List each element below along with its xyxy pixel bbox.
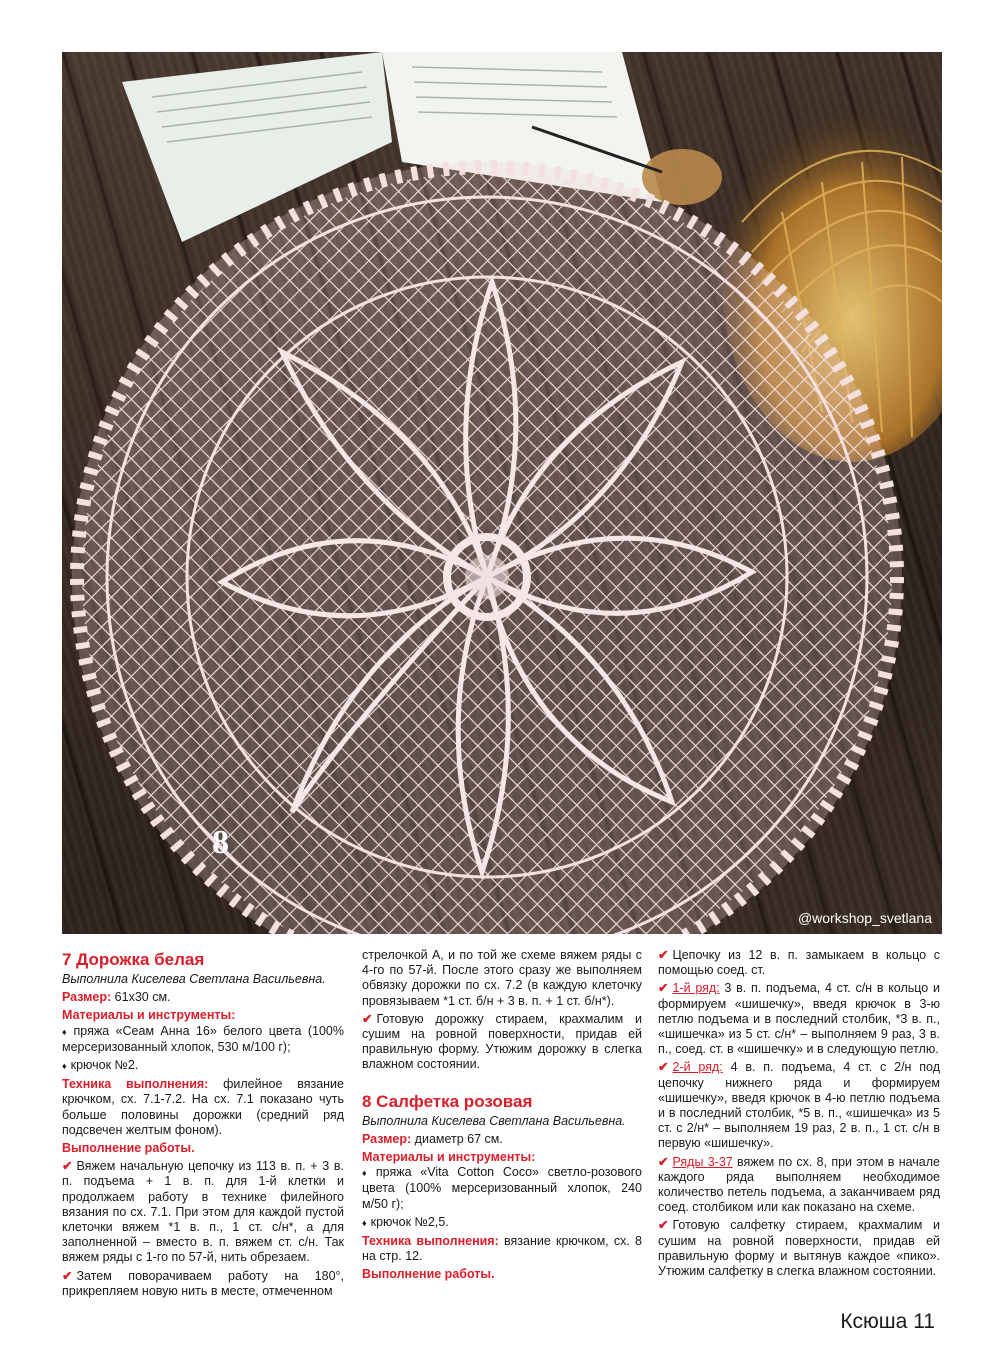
check-icon: ✔: [658, 948, 669, 962]
check-icon: ✔: [658, 1154, 669, 1169]
article2-step-text: вяжем по сх. 8, при этом в начале каждого ряда выполняем необходимое количество петель подъема, а заканчиваем ряд соед. столбиком или как показано на схеме.: [658, 1154, 940, 1215]
article2-material-item: ♦ пряжа «Vita Cotton Coco» светло-розового цвета (100% мерсеризованный хлопок, 240 м/50 г);: [362, 1165, 642, 1212]
article1-materials-label: Материалы и инструменты:: [62, 1008, 236, 1023]
article2-size-value: диаметр 67 см.: [414, 1131, 503, 1146]
row-label: Ряды 3-37: [672, 1154, 733, 1169]
article1-step-text: Готовую дорожку стираем, крахмалим и сушим на ровной поверхности, придав ей правильную форму. Утюжим дорожку в слегка влажном состоянии.: [362, 1011, 642, 1072]
article2-technique-label: Техника выполнения:: [362, 1234, 499, 1249]
article2-step-text: 3 в. п. подъема, 4 ст. с/н в кольцо и формируем «шишечку», введя крючок в 3-ю петлю подъема и в последний столбик, *3 в. п., «шишечка» из 5 ст. с/н* – выполняем 9 раз, 3 в. п., соед. ст. в «шишечку» и в следующую петлю.: [658, 981, 940, 1057]
article1-material-item: ♦ пряжа «Сеам Анна 16» белого цвета (100% мерсеризованный хлопок, 530 м/100 г);: [62, 1024, 344, 1055]
page-number: 11: [913, 1310, 935, 1333]
article1-technique-label: Техника выполнения:: [62, 1077, 209, 1092]
article1-step-text-part: Затем поворачиваем работу на 180°, прикрепляем новую нить в месте, отмеченном: [62, 1268, 344, 1298]
article2-step: [658, 1218, 940, 1279]
article1-step-continued: стрелочкой А, и по той же схеме вяжем ряды с 4-го по 57-й. После этого сразу же выполняем обвязку дорожки по сх. 7.2 (в каждую клеточку провязываем *1 ст. б/н + 3 в. п. + 1 ст. б/н*).: [362, 948, 642, 1008]
article2-step-text: Готовую салфетку стираем, крахмалим и сушим на ровной поверхности, придав ей правильную форму и вытянув каждое «пико». Утюжим салфетку в слегка влажном состоянии.: [658, 1218, 940, 1279]
article1-step: [62, 1269, 344, 1299]
article2-size: [362, 1132, 642, 1147]
page-footer: [840, 1310, 935, 1334]
check-icon: ✔: [362, 1011, 373, 1026]
doily-photo: [62, 52, 942, 934]
article2-author: Выполнила Киселева Светлана Васильевна.: [362, 1113, 626, 1128]
article1-size-label: Размер:: [62, 990, 112, 1005]
row-label: 2-й ряд:: [672, 1060, 723, 1075]
column-2: [362, 944, 642, 1283]
check-icon: ✔: [62, 1159, 73, 1174]
article1-step: [62, 1159, 344, 1265]
doily-illustration: [62, 52, 942, 934]
article1-execution-label: Выполнение работы.: [62, 1141, 195, 1156]
article2-step: [658, 1060, 940, 1151]
article2-technique-value: вязание крючком, сх. 8 на стр. 12.: [362, 1234, 642, 1264]
check-icon: ✔: [658, 1060, 669, 1075]
article2-execution-label: Выполнение работы.: [362, 1267, 495, 1282]
article1-size-value: 61х30 см.: [114, 990, 171, 1005]
column-3: [658, 944, 940, 1282]
article1-material-item: ♦ крючок №2.: [62, 1058, 344, 1074]
photo-number: 8: [212, 824, 229, 861]
article1-title: 7 Дорожка белая: [62, 950, 205, 969]
article2-step-text: Цепочку из 12 в. п. замыкаем в кольцо с помощью соед. ст.: [658, 948, 940, 978]
article1-size: [62, 990, 344, 1005]
check-icon: ✔: [62, 1268, 73, 1283]
article1-step: [362, 1012, 642, 1073]
article2-step: [658, 981, 940, 1057]
article1-technique-value: филейное вязание крючком, сх. 7.1-7.2. На сх. 7.1 показано чуть больше половины дорожки (средний ряд подсвечен желтым фоном).: [62, 1077, 344, 1137]
row-label: 1-й ряд:: [672, 981, 720, 996]
check-icon: ✔: [658, 981, 669, 996]
article2-materials-label: Материалы и инструменты:: [362, 1150, 536, 1165]
article2-size-label: Размер:: [362, 1131, 412, 1146]
article2-material-item: ♦ крючок №2,5.: [362, 1215, 642, 1231]
article2-step: [658, 1155, 940, 1216]
column-1: [62, 944, 344, 1302]
photo-credit: @workshop_svetlana: [797, 910, 932, 926]
article1-step-text: Вяжем начальную цепочку из 113 в. п. + 3 в. п. подъема + 1 в. п. для 1-й клетки и продолжаем работу в технике филейного вязания по сх. 7.1. При этом для каждой пустой клеточки вяжем *1 в. п., 1 ст. с/н*, а для заполненной – вместо в. п. вяжем ст. с/н. Так вяжем ряды с 1-го по 57-й, нить обрезаем.: [62, 1159, 344, 1265]
article1-author: Выполнила Киселева Светлана Васильевна.: [62, 972, 326, 986]
article2-step: [658, 948, 940, 978]
article2-step-text: 4 в. п. подъема, 4 ст. с 2/н под цепочку нижнего ряда и формируем «шишечку», введя крючок в 4-ю петлю подъема и в последний столбик, *5 в. п., «шишечка» из 5 ст. с 2/н* – выполняем 19 раз, 2 в. п., 1 ст. с/н в первую «шишечку».: [658, 1060, 940, 1151]
article1-technique: [62, 1077, 344, 1138]
article2-technique: [362, 1234, 642, 1264]
article2-title: 8 Салфетка розовая: [362, 1091, 533, 1111]
magazine-name: Ксюша: [840, 1310, 908, 1333]
check-icon: ✔: [658, 1218, 669, 1233]
